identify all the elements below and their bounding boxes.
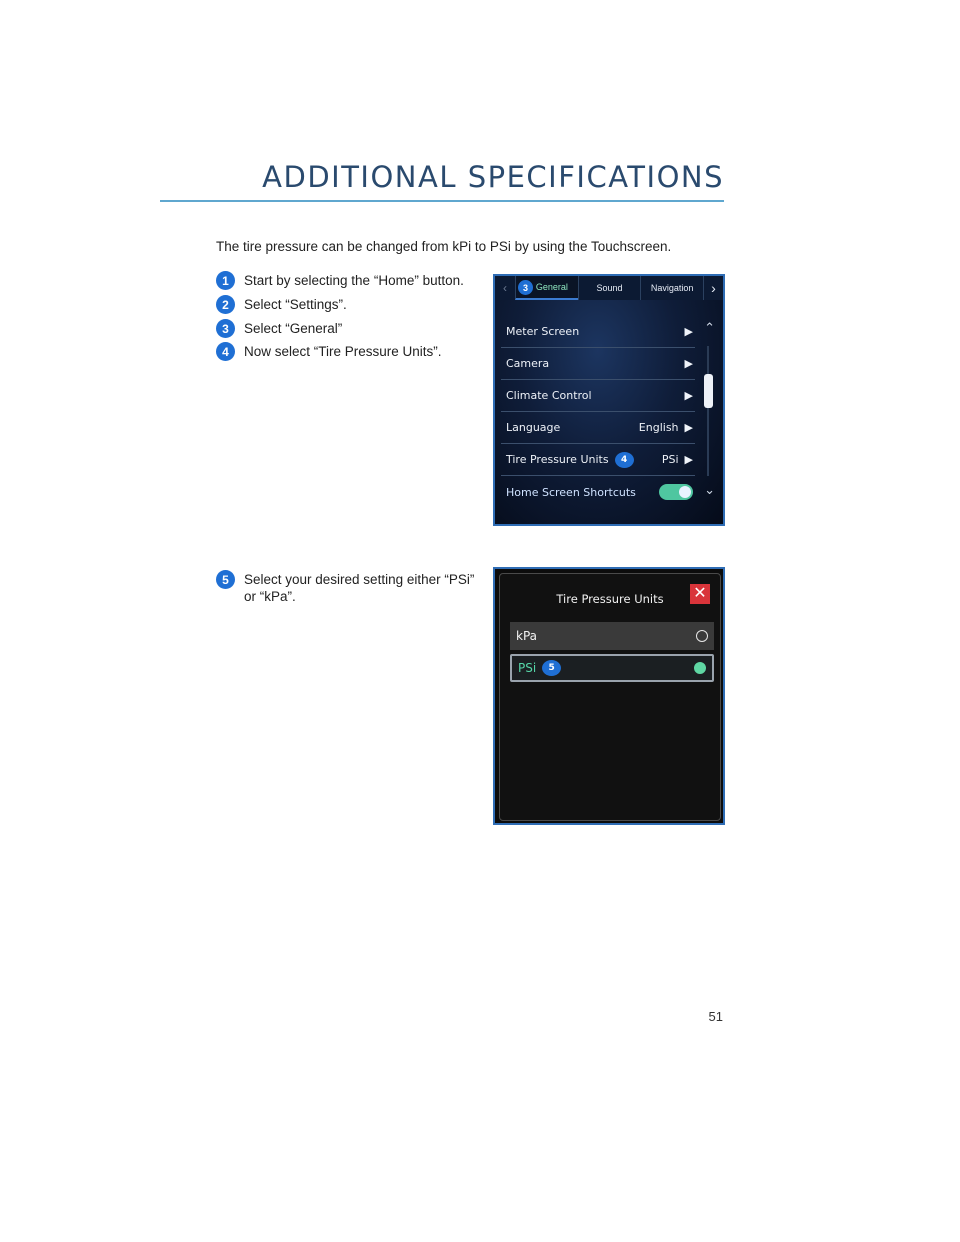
close-button[interactable] [690, 584, 710, 604]
callout-badge: 3 [518, 280, 533, 295]
step-number-badge: 3 [216, 319, 235, 338]
scrollbar-track[interactable] [707, 346, 709, 476]
callout-badge: 5 [542, 660, 561, 676]
callout-badge: 4 [615, 452, 634, 468]
chevron-down-icon[interactable]: ⌄ [704, 482, 715, 497]
settings-tab-bar [495, 276, 723, 300]
play-arrow-icon: ▶ [684, 389, 693, 402]
page-number: 51 [708, 1009, 723, 1024]
tire-pressure-screen [493, 567, 725, 825]
tab-general[interactable] [515, 276, 578, 300]
play-arrow-icon: ▶ [684, 357, 693, 370]
menu-item-label: Home Screen Shortcuts [506, 485, 636, 499]
menu-item-language[interactable] [501, 412, 695, 444]
scrollbar-thumb[interactable] [704, 374, 713, 408]
step-2 [216, 295, 347, 314]
step-3 [216, 319, 342, 338]
play-arrow-icon: ▶ [684, 453, 693, 466]
menu-item-meter-screen[interactable] [501, 316, 695, 348]
menu-item-label: Climate Control [506, 389, 592, 402]
title-rule [160, 200, 724, 202]
step-4 [216, 342, 442, 361]
section-title: ADDITIONAL SPECIFICATIONS [262, 160, 724, 194]
menu-item-camera[interactable] [501, 348, 695, 380]
chevron-up-icon[interactable]: ⌃ [704, 320, 715, 335]
intro-paragraph: The tire pressure can be changed from kPi to PSi by using the Touchscreen. [216, 239, 672, 254]
menu-item-label: Language [506, 421, 561, 434]
play-arrow-icon: ▶ [684, 325, 693, 338]
menu-item-climate-control[interactable] [501, 380, 695, 412]
tab-sound[interactable] [578, 276, 641, 300]
step-number-badge: 5 [216, 570, 235, 589]
step-number-badge: 2 [216, 295, 235, 314]
menu-item-home-screen-shortcuts[interactable] [501, 476, 695, 508]
option-label: PSi [518, 661, 537, 675]
step-5 [216, 570, 484, 605]
step-text: Select “Settings”. [244, 297, 347, 312]
radio-selected-icon[interactable] [694, 662, 706, 674]
step-1 [216, 271, 464, 290]
chevron-left-icon[interactable]: ‹ [503, 281, 507, 295]
radio-icon[interactable] [696, 630, 708, 642]
option-psi[interactable] [510, 654, 714, 682]
tab-label: General [535, 282, 568, 292]
menu-item-value: PSi [661, 453, 679, 466]
settings-screen [493, 274, 725, 526]
step-text: Start by selecting the “Home” button. [244, 273, 464, 288]
shortcuts-toggle[interactable] [659, 484, 693, 500]
play-arrow-icon: ▶ [684, 421, 693, 434]
tab-label: Sound [596, 283, 623, 293]
option-kpa[interactable] [510, 622, 714, 650]
close-icon: ✕ [693, 585, 707, 602]
menu-item-label: Tire Pressure Units [506, 453, 609, 466]
step-number-badge: 4 [216, 342, 235, 361]
menu-item-value: English [638, 421, 679, 434]
dialog-title: Tire Pressure Units [556, 592, 664, 606]
step-text: Now select “Tire Pressure Units”. [244, 344, 442, 359]
menu-item-label: Camera [506, 357, 550, 370]
step-number-badge: 1 [216, 271, 235, 290]
step-text: Select “General” [244, 321, 343, 336]
menu-item-tire-pressure-units[interactable] [501, 444, 695, 476]
chevron-right-icon[interactable]: › [703, 276, 723, 300]
option-label: kPa [516, 629, 537, 643]
toggle-knob [679, 486, 691, 498]
menu-item-label: Meter Screen [506, 325, 580, 338]
settings-menu [501, 316, 695, 508]
tab-navigation[interactable] [640, 276, 703, 300]
step-text: Select your desired setting either “PSi” or “kPa”. [244, 572, 475, 604]
tab-label: Navigation [650, 283, 694, 293]
tire-pressure-dialog [499, 573, 721, 821]
